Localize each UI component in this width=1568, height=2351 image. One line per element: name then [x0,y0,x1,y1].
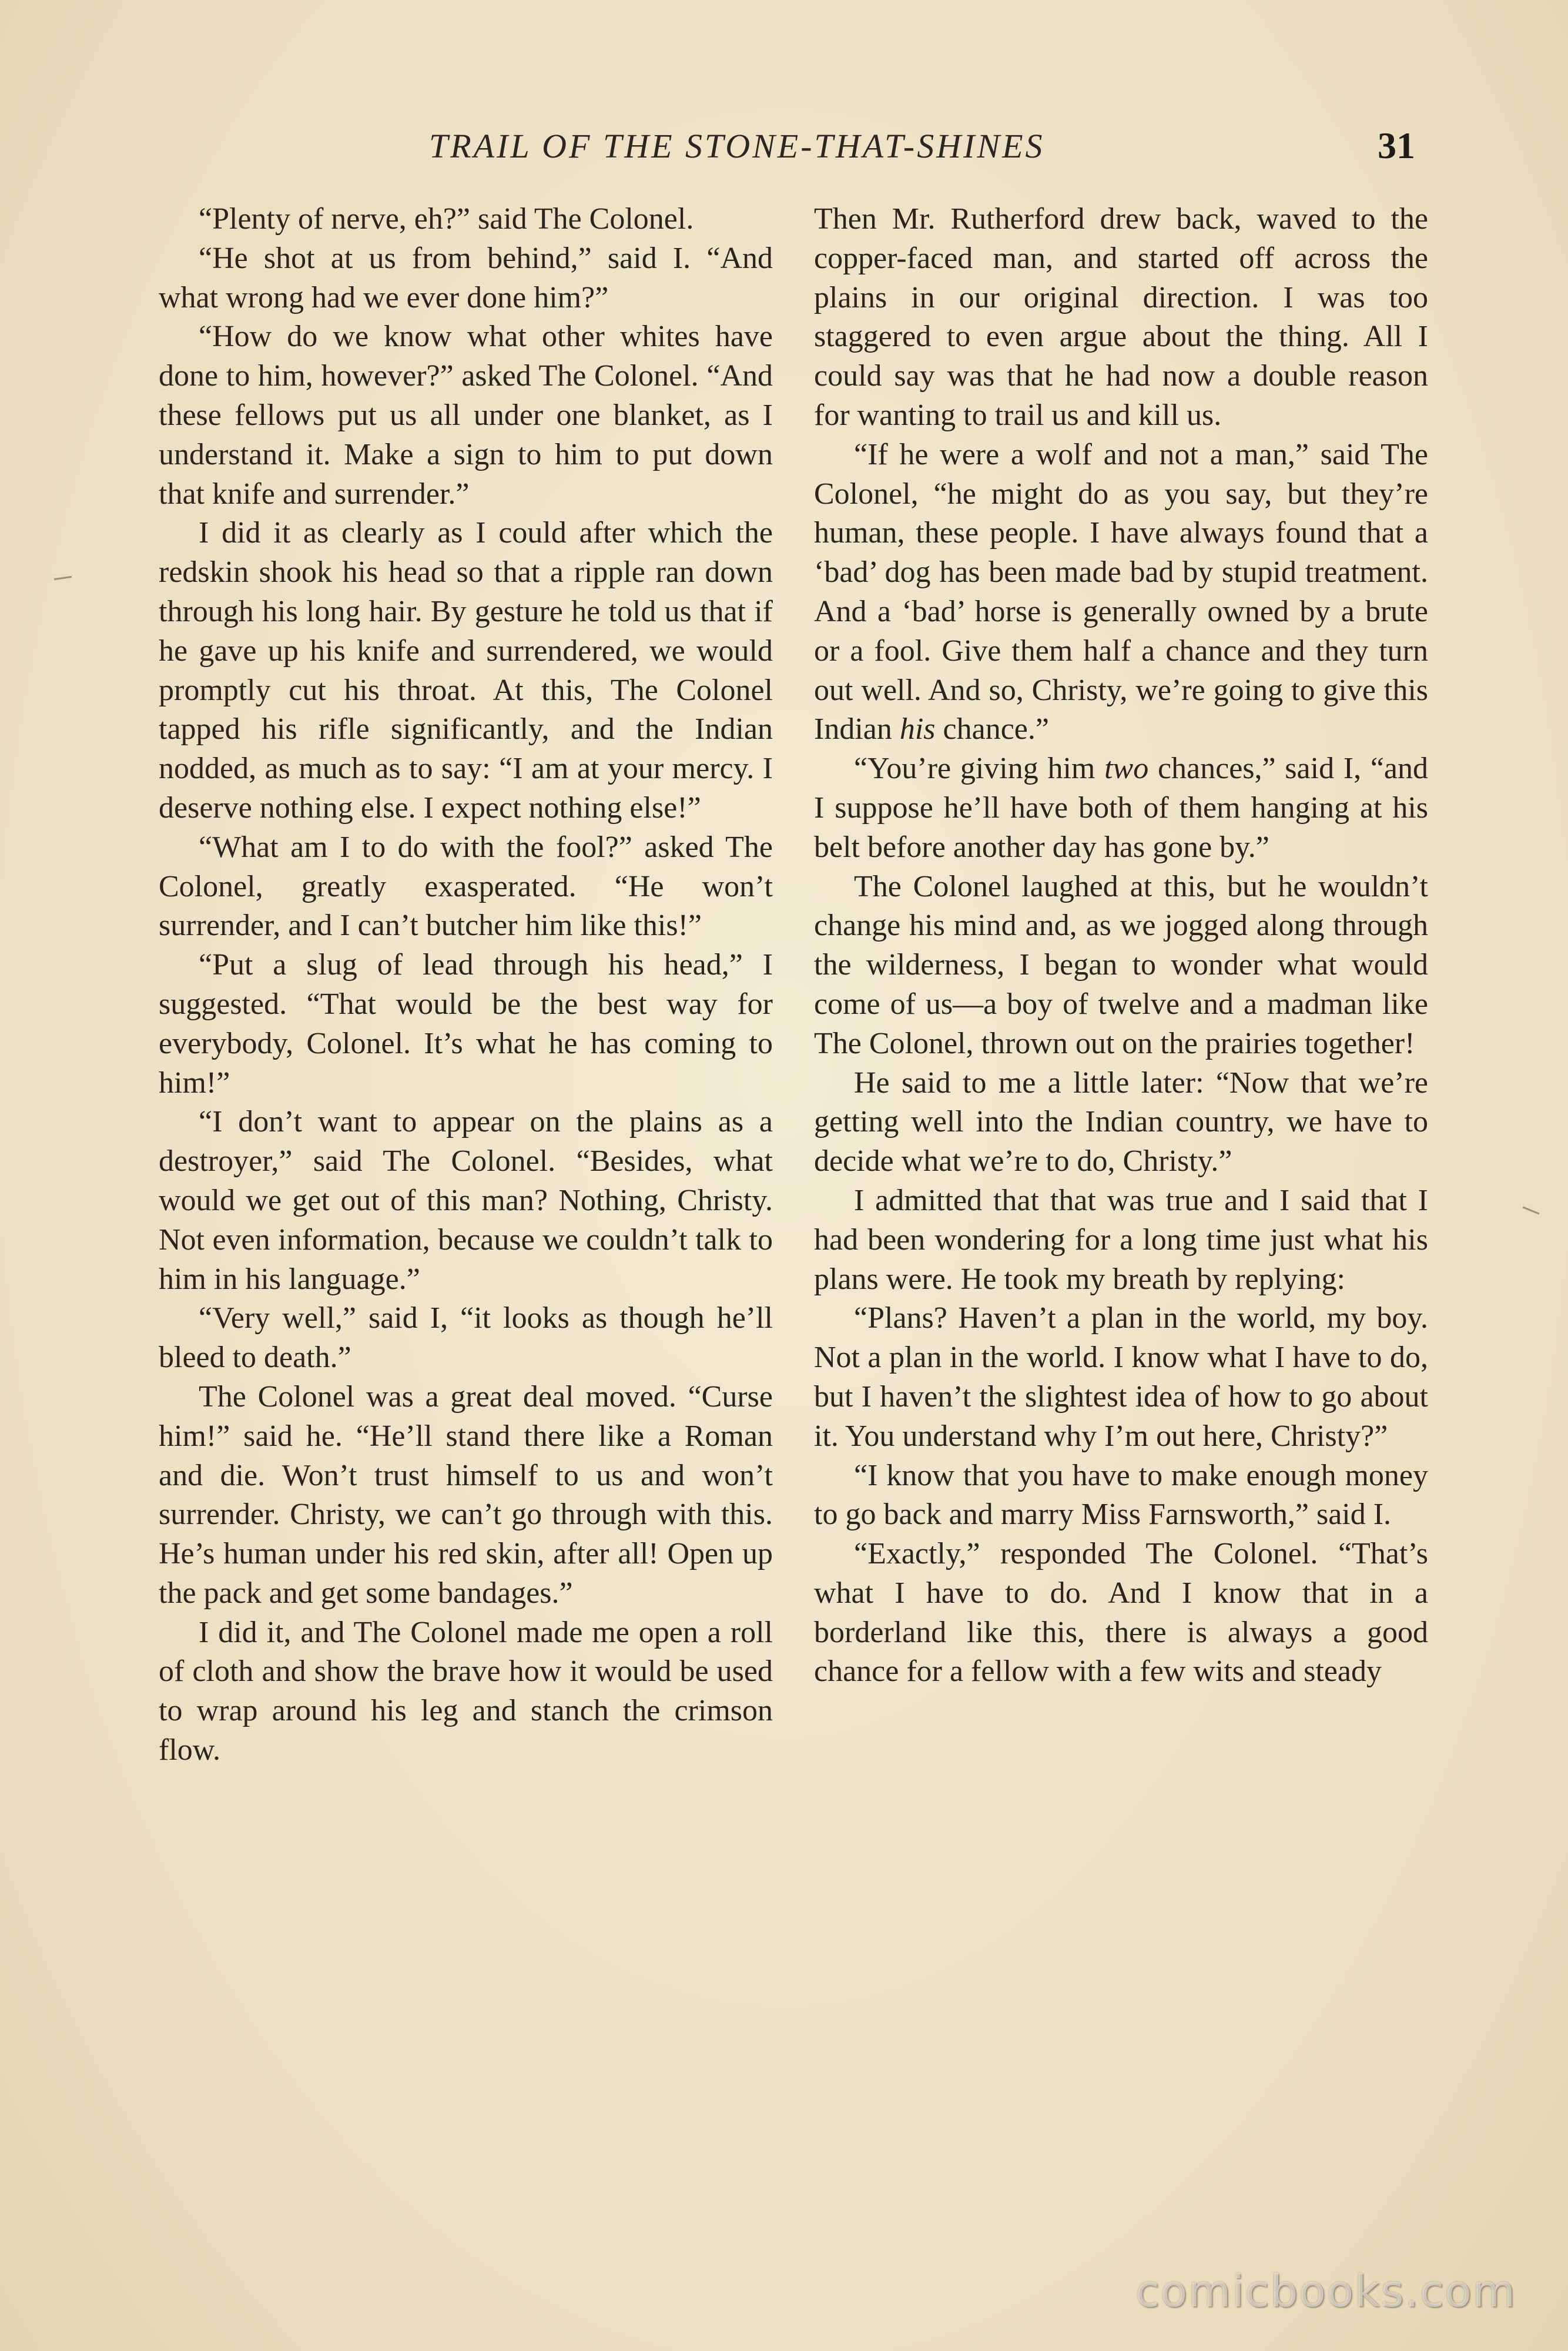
paragraph: “Put a slug of lead through his head,” I suggested. “That would be the best way for everybody, Colonel. It’s what he has coming to him!” [159,948,773,1100]
margin-mark [1523,1206,1540,1214]
paragraph: “I don’t want to appear on the plains as a destroyer,” said The Colonel. “Besides, what would we get out of this man? Nothing, Christy. Not even information, because we couldn’t talk to him in his language.” [159,1105,773,1296]
paragraph: The Colonel was a great deal moved. “Curse him!” said he. “He’ll stand there like a Roman and die. Won’t trust himself to us and won’t surrender. Christy, we can’t go through with this. He’s human under his red skin, after all! Open up the pack and get some bandages.” [159,1379,773,1610]
paragraph: I did it, and The Colonel made me open a roll of cloth and show the brave how it would be used to wrap around his leg and stanch the crimson flow. [159,1615,773,1767]
paragraph: “You’re giving him two chances,” said I, “and I suppose he’ll have both of them hanging at his belt before another day has gone by.” [814,752,1428,864]
paragraph: The Colonel laughed at this, but he wouldn’t change his mind and, as we jogged along through the wilderness, I began to wonder what would come of us—a boy of twelve and a madman like The Colonel, thrown out on the prairies together! [814,869,1428,1060]
paragraph: “Plans? Haven’t a plan in the world, my boy. Not a plan in the world. I know what I have to do, but I haven’t the slightest idea of how to go about it. You understand why I’m out here, Christy?” [814,1301,1428,1453]
paragraph: “What am I to do with the fool?” asked The Colonel, greatly exasperated. “He won’t surrender, and I can’t butcher him like this!” [159,830,773,943]
paragraph: He said to me a little later: “Now that we’re getting well into the Indian country, we have to decide what we’re to do, Christy.” [814,1066,1428,1178]
paragraph: “Very well,” said I, “it looks as though he’ll bleed to death.” [159,1301,773,1375]
margin-mark [54,576,72,580]
paragraph: “Plenty of nerve, eh?” said The Colonel. [199,202,694,236]
running-title: TRAIL OF THE STONE-THAT-SHINES [429,127,1045,165]
site-watermark: comicbooks.com [1135,2266,1516,2317]
paragraph: “Exactly,” responded The Colonel. “That’s what I have to do. And I know that in a borderland like this, there is always a good chance for a fellow with a few wits and steady [814,1537,1428,1689]
left-text-column [159,200,773,1770]
paragraph: “If he were a wolf and not a man,” said The Colonel, “he might do as you say, but they’re human, these people. I have always found that a ‘bad’ dog has been made bad by stupid treatment. And a ‘bad’ horse is generally owned by a brute or a fool. Give them half a chance and they turn out well. And so, Christy, we’re going to give this Indian his chance.” [814,437,1428,746]
page-number: 31 [1378,125,1415,166]
page-header [159,126,1415,179]
paragraph: I admitted that that was true and I said that I had been wondering for a long time just what his plans were. He took my breath by replying: [814,1183,1428,1296]
paragraph: “How do we know what other whites have done to him, however?” asked The Colonel. “And these fellows put us all under one blanket, as I understand it. Make a sign to him to put down that knife and surrender.” [159,320,773,511]
paragraph: Then Mr. Rutherford drew back, waved to the copper-faced man, and started off across the plains in our original direction. I was too staggered to even argue about the thing. All I could say was that he had now a double reason for wanting to trail us and kill us. [814,202,1428,432]
paragraph: “I know that you have to make enough money to go back and marry Miss Farnsworth,” said I. [814,1458,1428,1532]
right-text-column [814,200,1428,1692]
paragraph: I did it as clearly as I could after which the redskin shook his head so that a ripple ran down through his long hair. By gesture he told us that if he gave up his knife and surrendered, we would promptly cut his throat. At this, The Colonel tapped his rifle significantly, and the Indian nodded, as much as to say: “I am at your mercy. I deserve nothing else. I expect nothing else!” [159,516,773,825]
paragraph: “He shot at us from behind,” said I. “And what wrong had we ever done him?” [159,241,773,314]
